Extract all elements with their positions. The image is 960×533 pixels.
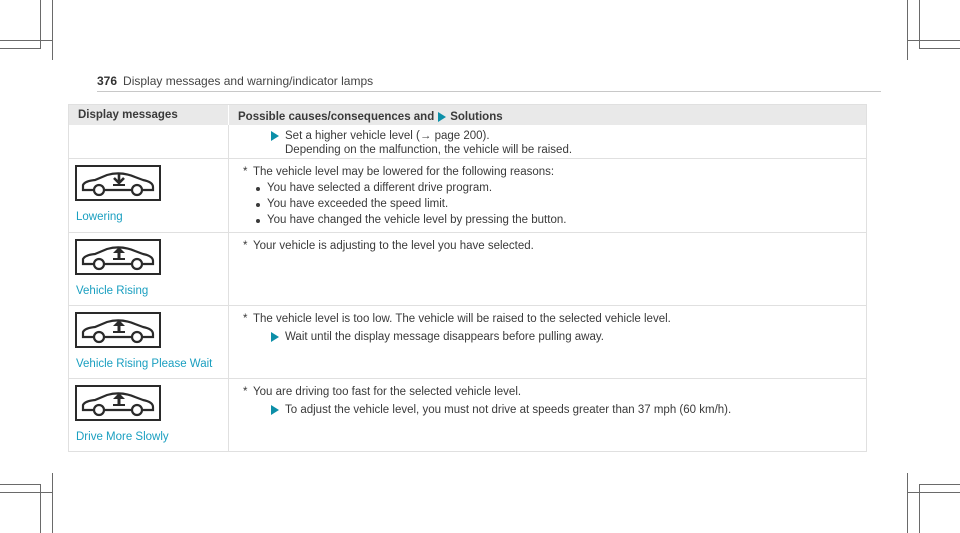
crop-mark bbox=[52, 473, 53, 533]
message-label: Vehicle Rising bbox=[76, 285, 149, 297]
running-header bbox=[97, 74, 373, 88]
header-causes bbox=[229, 105, 866, 125]
header-divider bbox=[97, 91, 881, 92]
table-header bbox=[69, 105, 866, 125]
bullet bbox=[256, 187, 260, 191]
solution-arrow-icon bbox=[271, 405, 279, 415]
header-solutions-label: Solutions bbox=[450, 111, 503, 123]
star-marker: * bbox=[243, 240, 248, 252]
bullet-text: You have changed the vehicle level by pressing the button. bbox=[267, 214, 567, 226]
crop-mark bbox=[0, 48, 41, 49]
cause-cell bbox=[229, 306, 866, 378]
star-marker: * bbox=[243, 313, 248, 325]
solution-text: Depending on the malfunction, the vehicle will be raised. bbox=[285, 144, 573, 156]
crop-mark bbox=[907, 473, 908, 533]
bullet bbox=[256, 219, 260, 223]
cause-text: Your vehicle is adjusting to the level you have selected. bbox=[253, 240, 534, 252]
table-row bbox=[69, 306, 866, 379]
cause-cell bbox=[229, 159, 866, 232]
car-rising-icon bbox=[75, 385, 161, 421]
solution-text: Wait until the display message disappears before pulling away. bbox=[285, 331, 604, 343]
star-marker: * bbox=[243, 386, 248, 398]
crop-mark bbox=[907, 492, 960, 493]
crop-mark bbox=[907, 0, 908, 60]
cause-cell bbox=[229, 233, 866, 305]
crop-mark bbox=[919, 48, 960, 49]
table-row bbox=[69, 233, 866, 306]
star-marker: * bbox=[243, 166, 248, 178]
header-messages: Display messages bbox=[69, 105, 229, 125]
table-row bbox=[69, 379, 866, 452]
section-title: Display messages and warning/indicator lamps bbox=[123, 74, 374, 88]
solution-text: To adjust the vehicle level, you must not drive at speeds greater than 37 mph (60 km/h). bbox=[285, 404, 732, 416]
message-label: Lowering bbox=[76, 211, 123, 223]
crop-mark bbox=[0, 484, 41, 485]
solution-arrow-icon bbox=[271, 131, 279, 141]
crop-mark bbox=[0, 40, 53, 41]
cause-text: The vehicle level is too low. The vehicle will be raised to the selected vehicle level. bbox=[253, 313, 671, 325]
crop-mark bbox=[907, 40, 960, 41]
solution-arrow-icon bbox=[271, 332, 279, 342]
bullet-text: You have exceeded the speed limit. bbox=[267, 198, 449, 210]
solution-text: Set a higher vehicle level (→ page 200). bbox=[285, 130, 490, 142]
cause-text: The vehicle level may be lowered for the following reasons: bbox=[253, 166, 555, 178]
table-row bbox=[69, 125, 866, 159]
message-cell bbox=[69, 159, 229, 232]
bullet bbox=[256, 203, 260, 207]
message-label: Vehicle Rising Please Wait bbox=[76, 358, 213, 370]
crop-mark bbox=[919, 484, 960, 485]
bullet-text: You have selected a different drive program. bbox=[267, 182, 493, 194]
crop-mark bbox=[0, 492, 53, 493]
cause-cell bbox=[229, 379, 866, 451]
solution-arrow-icon bbox=[438, 112, 446, 122]
cause-text: You are driving too fast for the selected vehicle level. bbox=[253, 386, 522, 398]
car-lowering-icon bbox=[75, 165, 161, 201]
car-rising-icon bbox=[75, 312, 161, 348]
message-cell bbox=[69, 233, 229, 305]
message-cell bbox=[69, 125, 229, 158]
header-causes-label: Possible causes/consequences and bbox=[238, 111, 435, 123]
message-cell bbox=[69, 379, 229, 451]
message-cell bbox=[69, 306, 229, 378]
crop-mark bbox=[52, 0, 53, 60]
message-label: Drive More Slowly bbox=[76, 431, 169, 443]
cause-cell bbox=[229, 125, 866, 158]
display-messages-table bbox=[68, 104, 867, 452]
car-rising-icon bbox=[75, 239, 161, 275]
page-number: 376 bbox=[97, 74, 118, 88]
table-row bbox=[69, 159, 866, 233]
